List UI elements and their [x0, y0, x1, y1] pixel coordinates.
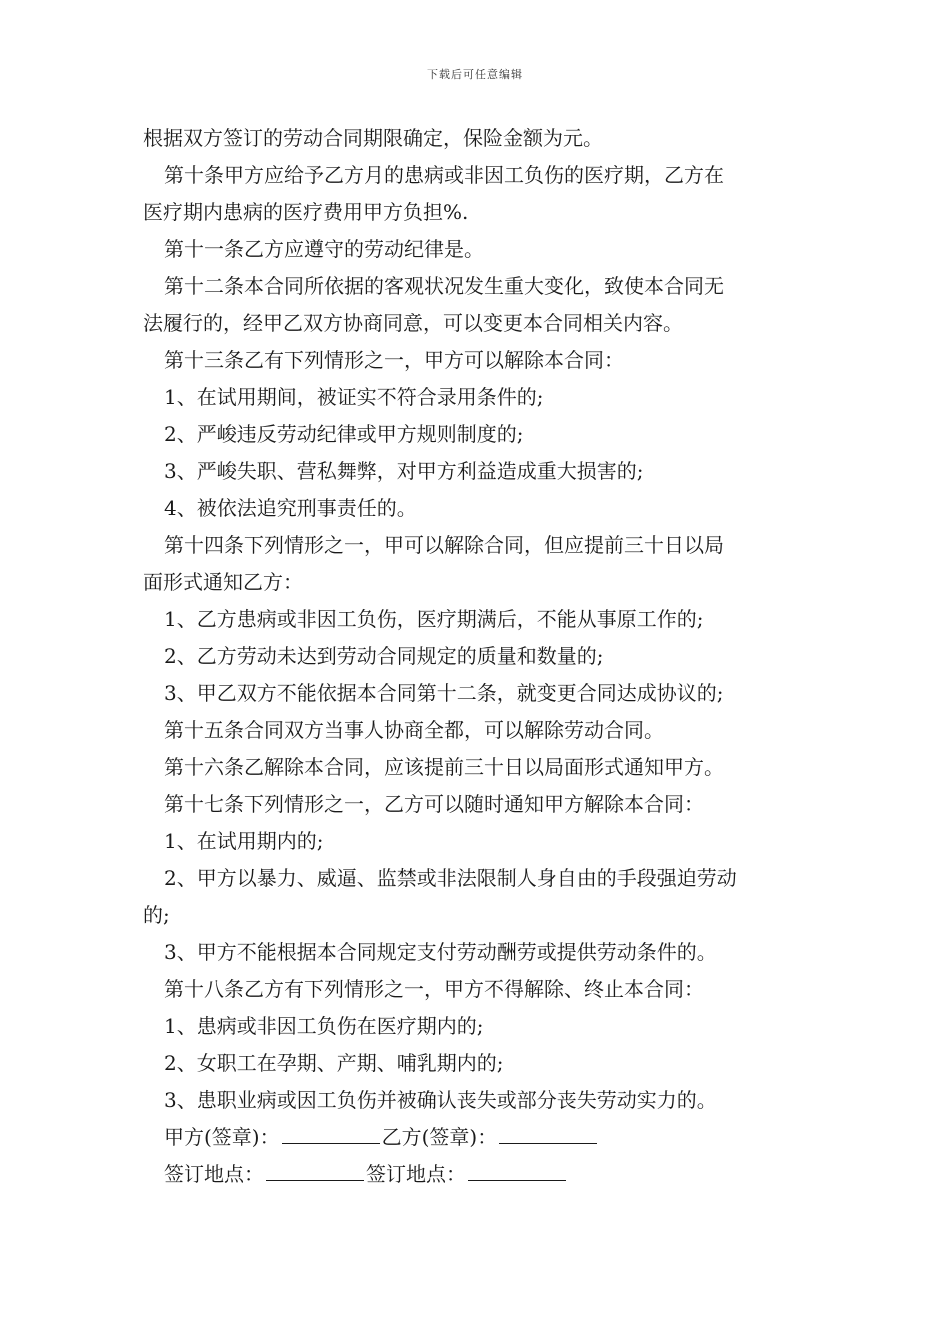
- paragraph-line: 第十条甲方应给予乙方月的患病或非因工负伤的医疗期，乙方在: [164, 163, 724, 187]
- paragraph-line: 第十三条乙有下列情形之一，甲方可以解除本合同：: [164, 348, 624, 372]
- page-header: 下载后可任意编辑: [427, 68, 523, 81]
- paragraph-line: 第十二条本合同所依据的客观状况发生重大变化，致使本合同无: [164, 274, 724, 298]
- list-item: 2、乙方劳动未达到劳动合同规定的质量和数量的;: [164, 644, 604, 668]
- list-item: 4、被依法追究刑事责任的。: [164, 496, 417, 520]
- party-a-signature-blank[interactable]: [282, 1123, 380, 1144]
- list-item: 2、女职工在孕期、产期、哺乳期内的;: [164, 1051, 504, 1075]
- list-item: 2、严峻违反劳动纪律或甲方规则制度的;: [164, 422, 524, 446]
- place-b-label: 签订地点：: [366, 1162, 466, 1186]
- list-item: 1、在试用期内的;: [164, 829, 324, 853]
- list-item: 1、在试用期间，被证实不符合录用条件的;: [164, 385, 544, 409]
- paragraph-line: 法履行的，经甲乙双方协商同意，可以变更本合同相关内容。: [143, 311, 683, 335]
- list-item: 1、患病或非因工负伤在医疗期内的;: [164, 1014, 484, 1038]
- paragraph-line: 第十四条下列情形之一，甲可以解除合同，但应提前三十日以局: [164, 533, 724, 557]
- signature-line: [143, 1119, 813, 1156]
- place-b-blank[interactable]: [468, 1160, 566, 1181]
- paragraph-line: 第十六条乙解除本合同，应该提前三十日以局面形式通知甲方。: [164, 755, 724, 779]
- paragraph-line: 第十五条合同双方当事人协商全都，可以解除劳动合同。: [164, 718, 664, 742]
- list-item: 3、甲乙双方不能依据本合同第十二条，就变更合同达成协议的;: [164, 681, 724, 705]
- list-item: 3、患职业病或因工负伤并被确认丧失或部分丧失劳动实力的。: [164, 1088, 717, 1112]
- paragraph-line: 医疗期内患病的医疗费用甲方负担%.: [143, 200, 469, 224]
- list-item: 1、乙方患病或非因工负伤，医疗期满后，不能从事原工作的;: [164, 607, 704, 631]
- list-item: 3、严峻失职、营私舞弊，对甲方利益造成重大损害的;: [164, 459, 644, 483]
- signing-place-line: [143, 1156, 813, 1193]
- paragraph-line: 第十一条乙方应遵守的劳动纪律是。: [164, 237, 484, 261]
- paragraph-line: 第十八条乙方有下列情形之一，甲方不得解除、终止本合同：: [164, 977, 704, 1001]
- document-body: [143, 120, 813, 1193]
- paragraph-line: 根据双方签订的劳动合同期限确定，保险金额为元。: [143, 126, 603, 150]
- paragraph-line: 第十七条下列情形之一，乙方可以随时通知甲方解除本合同：: [164, 792, 704, 816]
- paragraph-line: 面形式通知乙方：: [143, 570, 303, 594]
- party-b-signature-blank[interactable]: [499, 1123, 597, 1144]
- list-item: 3、甲方不能根据本合同规定支付劳动酬劳或提供劳动条件的。: [164, 940, 717, 964]
- party-a-signature-label: 甲方(签章)：: [164, 1125, 280, 1149]
- place-a-blank[interactable]: [266, 1160, 364, 1181]
- place-a-label: 签订地点：: [164, 1162, 264, 1186]
- list-item: 2、甲方以暴力、威逼、监禁或非法限制人身自由的手段强迫劳动: [164, 866, 737, 890]
- paragraph-line: 的;: [143, 903, 170, 927]
- party-b-signature-label: 乙方(签章)：: [381, 1125, 498, 1149]
